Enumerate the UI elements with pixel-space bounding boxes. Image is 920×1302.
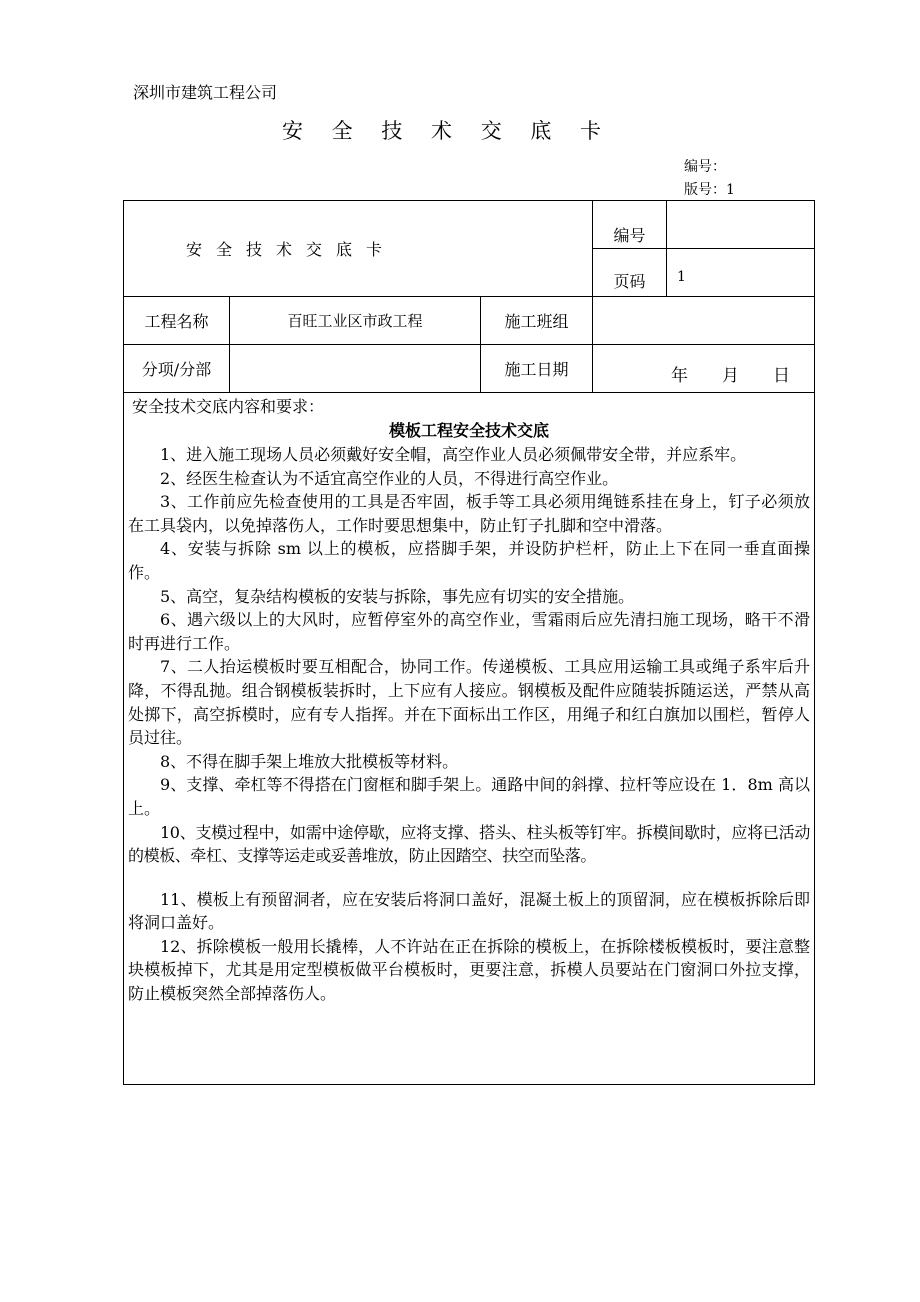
date-label: 施工日期 — [481, 345, 593, 393]
form-inner-title: 安全技术交底卡 — [124, 201, 593, 297]
item-10: 10、支模过程中，如需中途停歇，应将支撑、搭头、柱头板等钉牢。拆模间歇时，应将已活动的模板、牵杠、支撑等运走或妥善堆放，防止因踏空、扶空而坠落。 — [128, 822, 811, 866]
blank-line — [128, 868, 810, 888]
item-8: 8、不得在脚手架上堆放大批模板等材料。 — [160, 751, 459, 771]
document-version-label: 版号：1 — [684, 182, 735, 198]
item-6: 6、遇六级以上的大风时，应暂停室外的高空作业，雪霜雨后应先清扫施工现场，略干不滑时再进行工作。 — [128, 610, 811, 653]
content-title: 模板工程安全技术交底 — [389, 421, 550, 440]
item-4: 4、安装与拆除 sm 以上的模板，应搭脚手架，并设防护栏杆，防止上下在同一垂直面操作。 — [128, 539, 811, 582]
number-value — [667, 201, 815, 249]
number-label: 编号 — [593, 201, 667, 249]
requirements-label: 安全技术交底内容和要求： — [132, 397, 325, 416]
content-cell — [124, 393, 815, 1085]
team-value — [593, 297, 815, 345]
date-value: 年 月 日 — [593, 345, 815, 393]
document-title: 安 全 技 术 交 底 卡 — [282, 119, 613, 143]
item-11: 11、模板上有预留洞者，应在安装后将洞口盖好，混凝土板上的顶留洞，应在模板拆除后即将洞口盖好。 — [128, 889, 811, 933]
safety-briefing-form — [123, 200, 815, 1085]
item-3: 3、工作前应先检查使用的工具是否牢固，板手等工具必须用绳链系挂在身上，钉子必须放在工具袋内，以免掉落伤人，工作时要思想集中，防止钉子扎脚和空中滑落。 — [128, 492, 811, 535]
item-12: 12、拆除模板一般用长撬棒，人不许站在正在拆除的模板上，在拆除楼板模板时，要注意整块模板掉下，尤其是用定型模板做平台模板时，更要注意，拆模人员要站在门窗洞口外拉支撑，防止模板突然全部掉落伤人。 — [128, 936, 811, 1004]
item-2: 2、经医生检查认为不适宜高空作业的人员，不得进行高空作业。 — [160, 468, 619, 488]
item-7: 7、二人抬运模板时要互相配合，协同工作。传递模板、工具应用运输工具或绳子系牢后升降，不得乱抛。组合钢模板装拆时，上下应有人接应。钢模板及配件应随装拆随运送，严禁从高处掷下，高空拆模时，应有专人指挥。并在下面标出工作区，用绳子和红白旗加以围栏，暂停人员过往。 — [128, 657, 811, 748]
page-label: 页码 — [593, 249, 667, 297]
item-1: 1、进入施工现场人员必须戴好安全帽，高空作业人员必须佩带安全带，并应系牢。 — [160, 445, 747, 464]
document-number-label: 编号： — [684, 159, 726, 175]
section-value — [230, 345, 481, 393]
item-9: 9、支撑、牵杠等不得搭在门窗框和脚手架上。通路中间的斜撑、拉杆等应设在 1．8m 高以上。 — [128, 775, 811, 818]
project-name-label: 工程名称 — [124, 297, 230, 345]
section-label: 分项/分部 — [124, 345, 230, 393]
project-name-value: 百旺工业区市政工程 — [230, 297, 481, 345]
company-name: 深圳市建筑工程公司 — [133, 83, 278, 102]
team-label: 施工班组 — [481, 297, 593, 345]
page-value: 1 — [667, 249, 815, 297]
item-5: 5、高空，复杂结构模板的安装与拆除，事先应有切实的安全措施。 — [160, 586, 635, 606]
